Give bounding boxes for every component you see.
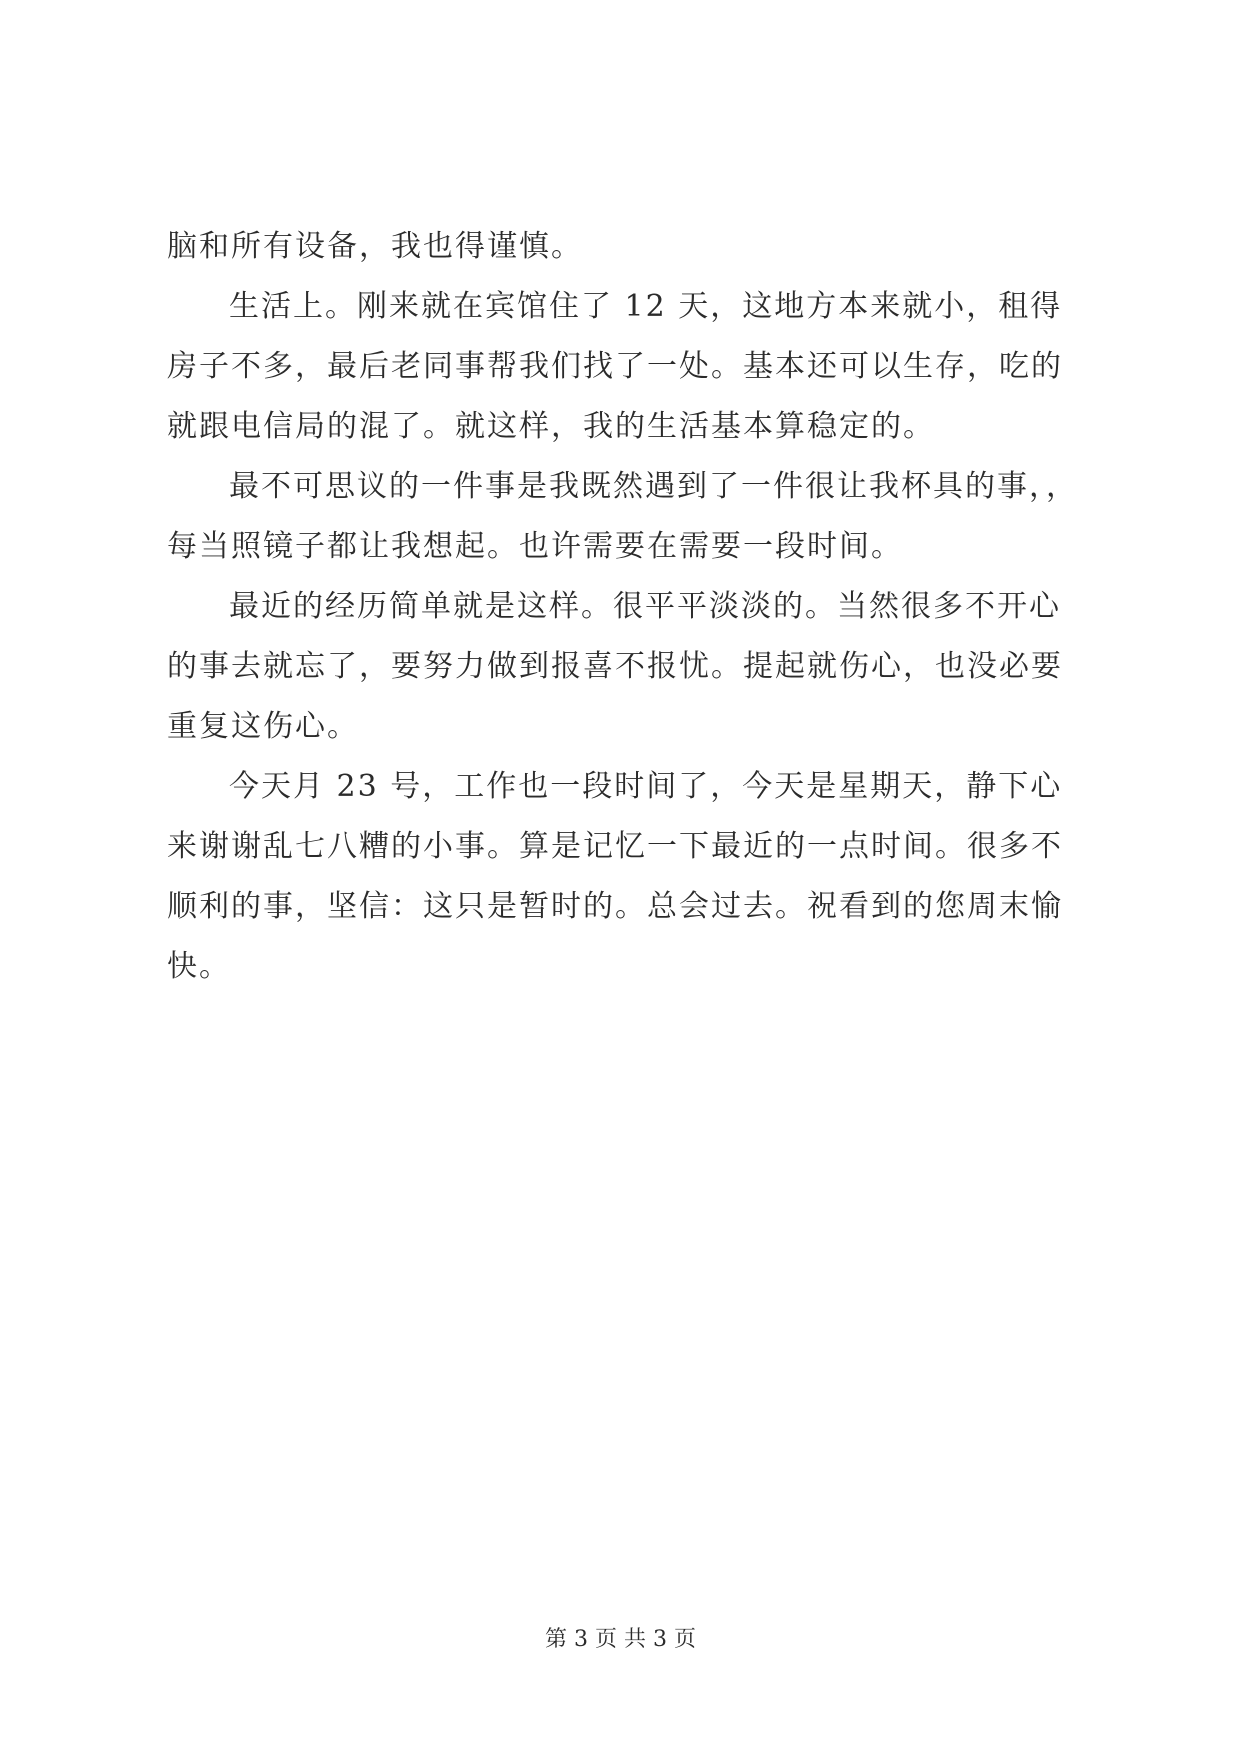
paragraph-line: 房子不多，最后老同事帮我们找了一处。基本还可以生存，吃的 — [167, 349, 1063, 384]
paragraph-line: 来谢谢乱七八糟的小事。算是记忆一下最近的一点时间。很多不 — [167, 829, 1063, 864]
page-number-footer: 第 3 页 共 3 页 — [545, 1627, 696, 1652]
document-body — [167, 229, 1087, 1012]
paragraph-line: 顺利的事，坚信：这只是暂时的。总会过去。祝看到的您周末愉 — [167, 889, 1063, 924]
paragraph-line: 生活上。刚来就在宾馆住了 12 天，这地方本来就小，租得 — [229, 289, 1063, 324]
paragraph — [167, 289, 1087, 472]
paragraph-line: 今天月 23 号，工作也一段时间了，今天是星期天，静下心 — [229, 769, 1063, 804]
paragraph — [167, 469, 1087, 592]
paragraph-line: 最不可思议的一件事是我既然遇到了一件很让我杯具的事，， — [229, 469, 1078, 504]
paragraph-line: 最近的经历简单就是这样。很平平淡淡的。当然很多不开心 — [229, 589, 1061, 624]
paragraph — [167, 589, 1087, 772]
paragraph-line: 就跟电信局的混了。就这样，我的生活基本算稳定的。 — [167, 409, 935, 444]
paragraph-line: 快。 — [167, 949, 231, 984]
paragraph — [167, 769, 1087, 1012]
paragraph-line: 的事去就忘了，要努力做到报喜不报忧。提起就伤心，也没必要 — [167, 649, 1063, 684]
paragraph-line: 脑和所有设备，我也得谨慎。 — [167, 229, 583, 264]
paragraph — [167, 229, 1087, 292]
paragraph-line: 重复这伤心。 — [167, 709, 359, 744]
paragraph-line: 每当照镜子都让我想起。也许需要在需要一段时间。 — [167, 529, 903, 564]
